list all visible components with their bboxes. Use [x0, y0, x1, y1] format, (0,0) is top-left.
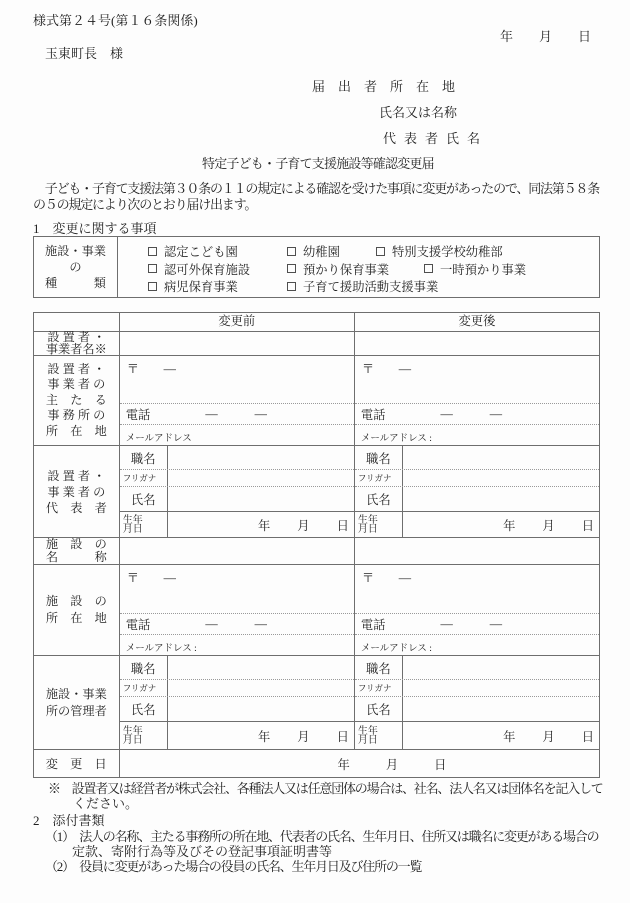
- attachment-item1-line2: 定款、寄附行為等及びその登記事項証明書等: [72, 844, 333, 859]
- facility-address-after: [355, 565, 599, 655]
- section1-heading: 1 変更に関する事項: [33, 221, 157, 236]
- checkbox-option[interactable]: 認定こども園: [148, 242, 238, 260]
- kana-field[interactable]: [168, 680, 354, 696]
- checkbox-row: [118, 277, 599, 295]
- checkbox-icon[interactable]: [148, 264, 157, 273]
- footnote-line1: ※ 設置者又は経営者が株式会社、各種法人又は任意団体の場合は、社名、法人名又は団体名を記入して: [48, 781, 603, 796]
- row-label: 設 置 者 ・ 事業者名※: [34, 332, 120, 355]
- kana-field[interactable]: [168, 470, 354, 486]
- kana-row: フリガナ: [120, 679, 354, 696]
- job-title-field[interactable]: [403, 446, 599, 469]
- telephone-field[interactable]: 電話 ― ―: [120, 403, 354, 424]
- notifier-address-label: 届 出 者 所 在 地: [312, 79, 456, 94]
- manager-before: [120, 656, 355, 749]
- checkbox-row: [118, 260, 599, 278]
- name-row: 氏名: [355, 486, 599, 511]
- footnote-line2: ください。: [73, 796, 139, 811]
- checkbox-icon[interactable]: [376, 247, 385, 256]
- job-title-field[interactable]: [403, 656, 599, 679]
- column-before-header: 変更前: [120, 313, 355, 331]
- body-text-line2: の５の規定により次のとおり届け出ます。: [33, 197, 257, 212]
- postal-address-field[interactable]: 〒 ―: [361, 362, 412, 376]
- checkbox-row: [118, 242, 599, 260]
- kana-row: フリガナ: [355, 679, 599, 696]
- body-text-line1: 子ども・子育て支援法第３０条の１１の規定による確認を受けた事項に変更があったので、同法第５８条: [33, 181, 600, 196]
- attachment-item2: （2） 役員に変更があった場合の役員の氏名、生年月日及び住所の一覧: [45, 859, 422, 874]
- row-label: 施 設 の 名 称: [34, 538, 120, 564]
- name-field[interactable]: [168, 697, 354, 721]
- change-table-header: [34, 313, 599, 331]
- row-facility-name: [34, 537, 599, 564]
- name-row: 氏名: [120, 696, 354, 721]
- office-address-after: [355, 356, 599, 445]
- job-title-field[interactable]: [168, 656, 354, 679]
- row-label: 施 設 の 所 在 地: [34, 565, 120, 655]
- row-office-address: [34, 355, 599, 445]
- telephone-field[interactable]: 電話 ― ―: [355, 403, 599, 424]
- checkbox-option[interactable]: 病児保育事業: [148, 277, 238, 295]
- birthdate-row: 生年 月日 年 月 日: [355, 511, 599, 538]
- representative-after: [355, 446, 599, 537]
- postal-address-field[interactable]: 〒 ―: [126, 362, 176, 376]
- checkbox-option[interactable]: 預かり保育事業: [287, 260, 389, 278]
- job-title-row: 職名: [120, 656, 354, 679]
- row-representative: [34, 445, 599, 537]
- name-field[interactable]: [403, 487, 599, 511]
- facility-name-before-field[interactable]: [120, 538, 355, 564]
- postal-address-field[interactable]: 〒 ―: [126, 571, 176, 585]
- postal-address-field[interactable]: 〒 ―: [361, 571, 412, 585]
- email-field[interactable]: メールアドレス: [120, 424, 354, 446]
- facility-type-label: 施設・事業 の 種 類: [34, 237, 118, 297]
- telephone-field[interactable]: 電話 ― ―: [120, 613, 354, 634]
- telephone-field[interactable]: 電話 ― ―: [355, 613, 599, 634]
- email-field[interactable]: メールアドレス :: [355, 634, 599, 656]
- section2-heading: 2 添付書類: [33, 813, 105, 828]
- facility-address-before: [120, 565, 355, 655]
- birthdate-row: 生年 月日 年 月 日: [120, 511, 354, 538]
- kana-row: フリガナ: [120, 469, 354, 486]
- operator-name-after-field[interactable]: [355, 332, 599, 355]
- job-title-row: 職名: [120, 446, 354, 469]
- name-field[interactable]: [403, 697, 599, 721]
- facility-name-after-field[interactable]: [355, 538, 599, 564]
- form-number: 様式第２４号(第１６条関係): [33, 13, 198, 28]
- office-address-before: [120, 356, 355, 445]
- row-facility-address: [34, 564, 599, 655]
- facility-type-options: [118, 237, 599, 297]
- birthdate-field[interactable]: 年 月 日: [257, 730, 349, 744]
- change-date-field[interactable]: 年 月 日: [337, 757, 447, 772]
- job-title-row: 職名: [355, 656, 599, 679]
- email-field[interactable]: メールアドレス :: [355, 424, 599, 446]
- name-row: 氏名: [120, 486, 354, 511]
- representative-before: [120, 446, 355, 537]
- addressee: 玉東町長 様: [45, 46, 124, 61]
- row-operator-name: [34, 331, 599, 355]
- page-title: 特定子ども・子育て支援施設等確認変更届: [202, 156, 434, 171]
- header-spacer-cell: [34, 313, 120, 331]
- name-field[interactable]: [168, 487, 354, 511]
- row-change-date: [34, 749, 599, 777]
- operator-name-before-field[interactable]: [120, 332, 355, 355]
- birthdate-field[interactable]: 年 月 日: [503, 519, 594, 533]
- checkbox-icon[interactable]: [148, 282, 157, 291]
- checkbox-icon[interactable]: [148, 247, 157, 256]
- column-after-header: 変更後: [458, 314, 496, 328]
- email-field[interactable]: メールアドレス :: [120, 634, 354, 656]
- attachment-item1-line1: （1） 法人の名称、主たる事務所の所在地、代表者の氏名、生年月日、住所又は職名に変更がある場合の: [45, 829, 599, 844]
- notifier-name-label: 氏名又は名称: [379, 105, 458, 120]
- row-manager: [34, 655, 599, 749]
- birthdate-field[interactable]: 年 月 日: [257, 519, 349, 533]
- name-row: 氏名: [355, 696, 599, 721]
- checkbox-option[interactable]: 特別支援学校幼稚部: [376, 242, 503, 260]
- checkbox-icon[interactable]: [287, 264, 296, 273]
- row-label: 設 置 者 ・ 事 業 者 の 主 た る 事 務 所 の 所 在 地: [34, 356, 120, 445]
- birthdate-row: 生年 月日 年 月 日: [120, 721, 354, 750]
- job-title-field[interactable]: [168, 446, 354, 469]
- change-table: [33, 312, 600, 778]
- notifier-representative-label: 代表者氏名: [383, 131, 489, 146]
- checkbox-icon[interactable]: [424, 264, 433, 273]
- row-label: 施設・事業 所の管理者: [34, 656, 120, 749]
- kana-row: フリガナ: [355, 469, 599, 486]
- date-field[interactable]: 年 月 日: [500, 29, 592, 44]
- birthdate-field[interactable]: 年 月 日: [503, 730, 594, 744]
- checkbox-option[interactable]: 幼稚園: [287, 242, 340, 260]
- birthdate-row: 生年 月日 年 月 日: [355, 721, 599, 750]
- row-label: 変 更 日: [34, 750, 120, 777]
- kana-field[interactable]: [403, 680, 599, 696]
- job-title-row: 職名: [355, 446, 599, 469]
- checkbox-icon[interactable]: [287, 282, 296, 291]
- checkbox-option[interactable]: 一時預かり事業: [424, 260, 526, 278]
- manager-after: [355, 656, 599, 749]
- checkbox-icon[interactable]: [287, 247, 296, 256]
- checkbox-option[interactable]: 認可外保育施設: [148, 260, 250, 278]
- kana-field[interactable]: [403, 470, 599, 486]
- checkbox-option[interactable]: 子育て援助活動支援事業: [287, 277, 438, 295]
- row-label: 設 置 者 ・ 事 業 者 の 代 表 者: [34, 446, 120, 537]
- facility-type-table: [33, 236, 600, 298]
